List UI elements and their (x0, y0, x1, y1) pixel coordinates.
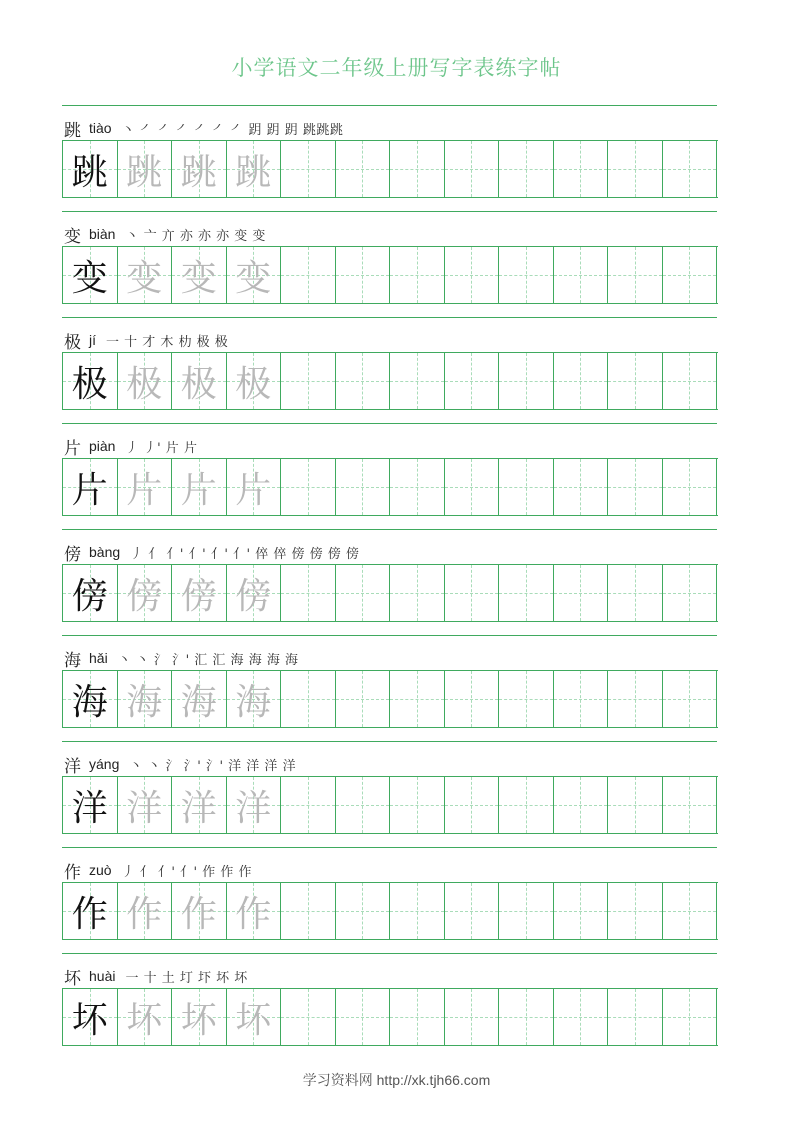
trace-character: 作 (180, 893, 217, 935)
blank-writing-cell[interactable] (281, 141, 336, 197)
divider-line (62, 317, 717, 318)
blank-writing-cell[interactable] (499, 883, 554, 939)
practice-block (62, 105, 717, 211)
trace-character: 海 (235, 681, 272, 723)
stroke-order: 丿 亻 亻' 亻' 作 作 作 (121, 864, 253, 880)
pinyin-label: tiào (89, 120, 112, 136)
header-character: 跳 (64, 120, 81, 141)
blank-writing-cell[interactable] (390, 989, 445, 1045)
pinyin-label: jí (89, 332, 96, 348)
blank-writing-cell[interactable] (445, 671, 500, 727)
pinyin-label: piàn (89, 438, 116, 454)
blank-writing-cell[interactable] (281, 883, 336, 939)
blank-writing-cell[interactable] (499, 459, 554, 515)
header-character: 坏 (64, 968, 81, 989)
char-header (64, 753, 296, 775)
model-character: 作 (71, 893, 108, 935)
practice-grid-row (62, 246, 718, 304)
footer-source: 学习资料网 http://xk.tjh66.com (302, 1072, 491, 1088)
blank-writing-cell[interactable] (336, 777, 391, 833)
trace-character: 洋 (235, 787, 272, 829)
header-character: 片 (64, 438, 81, 459)
blank-writing-cell[interactable] (281, 459, 336, 515)
trace-character: 跳 (235, 151, 272, 193)
blank-writing-cell[interactable] (554, 459, 609, 515)
page-title: 小学语文二年级上册写字表练字帖 (231, 56, 562, 80)
trace-character: 极 (126, 363, 163, 405)
practice-block (62, 317, 717, 423)
trace-character: 片 (180, 469, 217, 511)
blank-writing-cell[interactable] (390, 353, 445, 409)
trace-character-cell (227, 671, 282, 727)
trace-character: 极 (235, 363, 272, 405)
model-character: 洋 (71, 787, 108, 829)
pinyin-label: hǎi (89, 650, 108, 666)
blank-writing-cell[interactable] (608, 671, 663, 727)
trace-character-cell (172, 883, 227, 939)
blank-writing-cell[interactable] (445, 883, 500, 939)
blank-writing-cell[interactable] (663, 459, 718, 515)
model-character: 极 (71, 363, 108, 405)
blank-writing-cell[interactable] (445, 777, 500, 833)
blank-writing-cell[interactable] (336, 247, 391, 303)
trace-character-cell (227, 883, 282, 939)
char-header (64, 435, 197, 457)
divider-line (62, 105, 717, 106)
blank-writing-cell[interactable] (281, 353, 336, 409)
blank-writing-cell[interactable] (608, 777, 663, 833)
blank-writing-cell[interactable] (281, 989, 336, 1045)
stroke-order: 丿 丿' 片 片 (125, 440, 198, 456)
trace-character-cell (172, 141, 227, 197)
trace-character: 坏 (180, 999, 217, 1041)
blank-writing-cell[interactable] (390, 777, 445, 833)
model-character-cell (63, 565, 118, 621)
char-header (64, 541, 359, 563)
blank-writing-cell[interactable] (499, 777, 554, 833)
blank-writing-cell[interactable] (499, 247, 554, 303)
practice-block (62, 423, 717, 529)
blank-writing-cell[interactable] (336, 459, 391, 515)
model-character: 跳 (71, 151, 108, 193)
divider-line (62, 847, 717, 848)
char-header (64, 223, 266, 245)
blank-writing-cell[interactable] (608, 459, 663, 515)
blank-writing-cell[interactable] (390, 141, 445, 197)
practice-block (62, 741, 717, 847)
blank-writing-cell[interactable] (336, 883, 391, 939)
trace-character-cell (172, 459, 227, 515)
practice-grid-row (62, 140, 718, 198)
blank-writing-cell[interactable] (663, 141, 718, 197)
model-character: 变 (71, 257, 108, 299)
stroke-order: 丶 亠 亣 亦 亦 亦 变 变 (125, 228, 266, 244)
trace-character-cell (172, 671, 227, 727)
header-character: 海 (64, 650, 81, 671)
header-character: 作 (64, 862, 81, 883)
blank-writing-cell[interactable] (445, 565, 500, 621)
blank-writing-cell[interactable] (499, 671, 554, 727)
trace-character-cell (118, 565, 173, 621)
divider-line (62, 211, 717, 212)
stroke-order: 一 十 土 圢 圷 坏 坏 (125, 970, 248, 986)
blank-writing-cell[interactable] (281, 777, 336, 833)
model-character: 海 (71, 681, 108, 723)
trace-character-cell (172, 565, 227, 621)
practice-block (62, 211, 717, 317)
blank-writing-cell[interactable] (663, 777, 718, 833)
model-character-cell (63, 777, 118, 833)
blank-writing-cell[interactable] (336, 989, 391, 1045)
blank-writing-cell[interactable] (608, 141, 663, 197)
practice-grid-row (62, 882, 718, 940)
pinyin-label: zuò (89, 862, 112, 878)
blank-writing-cell[interactable] (499, 141, 554, 197)
pinyin-label: yáng (89, 756, 120, 772)
trace-character: 片 (235, 469, 272, 511)
model-character-cell (63, 459, 118, 515)
trace-character: 跳 (126, 151, 163, 193)
trace-character: 作 (235, 893, 272, 935)
header-character: 极 (64, 332, 81, 353)
blank-writing-cell[interactable] (499, 353, 554, 409)
model-character-cell (63, 247, 118, 303)
trace-character: 洋 (126, 787, 163, 829)
practice-grid-row (62, 988, 718, 1046)
pinyin-label: bàng (89, 544, 121, 560)
practice-grid-row (62, 564, 718, 622)
trace-character-cell (118, 247, 173, 303)
trace-character: 片 (126, 469, 163, 511)
blank-writing-cell[interactable] (499, 989, 554, 1045)
model-character-cell (63, 989, 118, 1045)
blank-writing-cell[interactable] (281, 247, 336, 303)
trace-character-cell (118, 989, 173, 1045)
trace-character: 傍 (235, 575, 272, 617)
trace-character: 变 (126, 257, 163, 299)
trace-character-cell (118, 459, 173, 515)
stroke-order: 丶 丶 氵 氵' 汇 汇 海 海 海 海 (117, 652, 299, 668)
blank-writing-cell[interactable] (390, 459, 445, 515)
practice-block (62, 847, 717, 953)
blank-writing-cell[interactable] (663, 247, 718, 303)
trace-character: 海 (126, 681, 163, 723)
trace-character: 极 (180, 363, 217, 405)
model-character-cell (63, 883, 118, 939)
trace-character-cell (227, 141, 282, 197)
trace-character-cell (227, 777, 282, 833)
blank-writing-cell[interactable] (281, 671, 336, 727)
blank-writing-cell[interactable] (608, 247, 663, 303)
blank-writing-cell[interactable] (554, 141, 609, 197)
stroke-order: 丶 ㇒ ㇒ ㇒ ㇒ ㇒ ㇒ 跀 跀 跀 跳跳跳 (121, 122, 344, 138)
header-character: 变 (64, 226, 81, 247)
trace-character-cell (172, 353, 227, 409)
divider-line (62, 423, 717, 424)
blank-writing-cell[interactable] (554, 247, 609, 303)
blank-writing-cell[interactable] (663, 671, 718, 727)
blank-writing-cell[interactable] (390, 247, 445, 303)
blank-writing-cell[interactable] (390, 565, 445, 621)
trace-character: 洋 (180, 787, 217, 829)
blank-writing-cell[interactable] (554, 353, 609, 409)
pinyin-label: huài (89, 968, 116, 984)
practice-grid-row (62, 670, 718, 728)
blank-writing-cell[interactable] (336, 671, 391, 727)
model-character: 坏 (71, 999, 108, 1041)
blank-writing-cell[interactable] (554, 671, 609, 727)
blank-writing-cell[interactable] (608, 565, 663, 621)
model-character-cell (63, 671, 118, 727)
practice-sheet (62, 105, 717, 1059)
blank-writing-cell[interactable] (554, 883, 609, 939)
blank-writing-cell[interactable] (608, 883, 663, 939)
practice-grid-row (62, 458, 718, 516)
blank-writing-cell[interactable] (336, 565, 391, 621)
trace-character-cell (227, 353, 282, 409)
trace-character-cell (118, 777, 173, 833)
practice-block (62, 529, 717, 635)
trace-character-cell (118, 141, 173, 197)
trace-character: 变 (235, 257, 272, 299)
model-character: 傍 (71, 575, 108, 617)
blank-writing-cell[interactable] (554, 565, 609, 621)
header-character: 傍 (64, 544, 81, 565)
blank-writing-cell[interactable] (336, 353, 391, 409)
divider-line (62, 635, 717, 636)
trace-character-cell (227, 247, 282, 303)
stroke-order: 丶 丶 氵 氵' 氵' 洋 洋 洋 洋 (129, 758, 297, 774)
blank-writing-cell[interactable] (445, 247, 500, 303)
trace-character: 作 (126, 893, 163, 935)
blank-writing-cell[interactable] (554, 777, 609, 833)
trace-character: 变 (180, 257, 217, 299)
blank-writing-cell[interactable] (499, 565, 554, 621)
char-header (64, 647, 298, 669)
blank-writing-cell[interactable] (445, 141, 500, 197)
blank-writing-cell[interactable] (445, 989, 500, 1045)
header-character: 洋 (64, 756, 81, 777)
trace-character: 坏 (126, 999, 163, 1041)
trace-character: 傍 (180, 575, 217, 617)
blank-writing-cell[interactable] (390, 671, 445, 727)
stroke-order: 丿 亻 亻' 亻' 亻' 亻' 倅 倅 傍 傍 傍 傍 (130, 546, 360, 562)
char-header (64, 329, 228, 351)
pinyin-label: biàn (89, 226, 116, 242)
blank-writing-cell[interactable] (608, 989, 663, 1045)
trace-character: 海 (180, 681, 217, 723)
blank-writing-cell[interactable] (663, 565, 718, 621)
trace-character: 跳 (180, 151, 217, 193)
practice-grid-row (62, 352, 718, 410)
char-header (64, 965, 248, 987)
blank-writing-cell[interactable] (445, 353, 500, 409)
trace-character-cell (172, 777, 227, 833)
trace-character-cell (118, 883, 173, 939)
char-header (64, 859, 252, 881)
blank-writing-cell[interactable] (608, 353, 663, 409)
trace-character-cell (172, 989, 227, 1045)
blank-writing-cell[interactable] (663, 883, 718, 939)
model-character: 片 (71, 469, 108, 511)
char-header (64, 117, 343, 139)
trace-character-cell (172, 247, 227, 303)
blank-writing-cell[interactable] (390, 883, 445, 939)
model-character-cell (63, 141, 118, 197)
trace-character: 傍 (126, 575, 163, 617)
trace-character: 坏 (235, 999, 272, 1041)
trace-character-cell (227, 565, 282, 621)
trace-character-cell (227, 989, 282, 1045)
practice-block (62, 953, 717, 1059)
blank-writing-cell[interactable] (336, 141, 391, 197)
divider-line (62, 953, 717, 954)
blank-writing-cell[interactable] (663, 989, 718, 1045)
model-character-cell (63, 353, 118, 409)
stroke-order: 一 十 才 木 朸 极 极 (106, 334, 229, 350)
blank-writing-cell[interactable] (281, 565, 336, 621)
blank-writing-cell[interactable] (445, 459, 500, 515)
trace-character-cell (227, 459, 282, 515)
trace-character-cell (118, 353, 173, 409)
trace-character-cell (118, 671, 173, 727)
practice-block (62, 635, 717, 741)
divider-line (62, 529, 717, 530)
blank-writing-cell[interactable] (554, 989, 609, 1045)
blank-writing-cell[interactable] (663, 353, 718, 409)
practice-grid-row (62, 776, 718, 834)
divider-line (62, 741, 717, 742)
